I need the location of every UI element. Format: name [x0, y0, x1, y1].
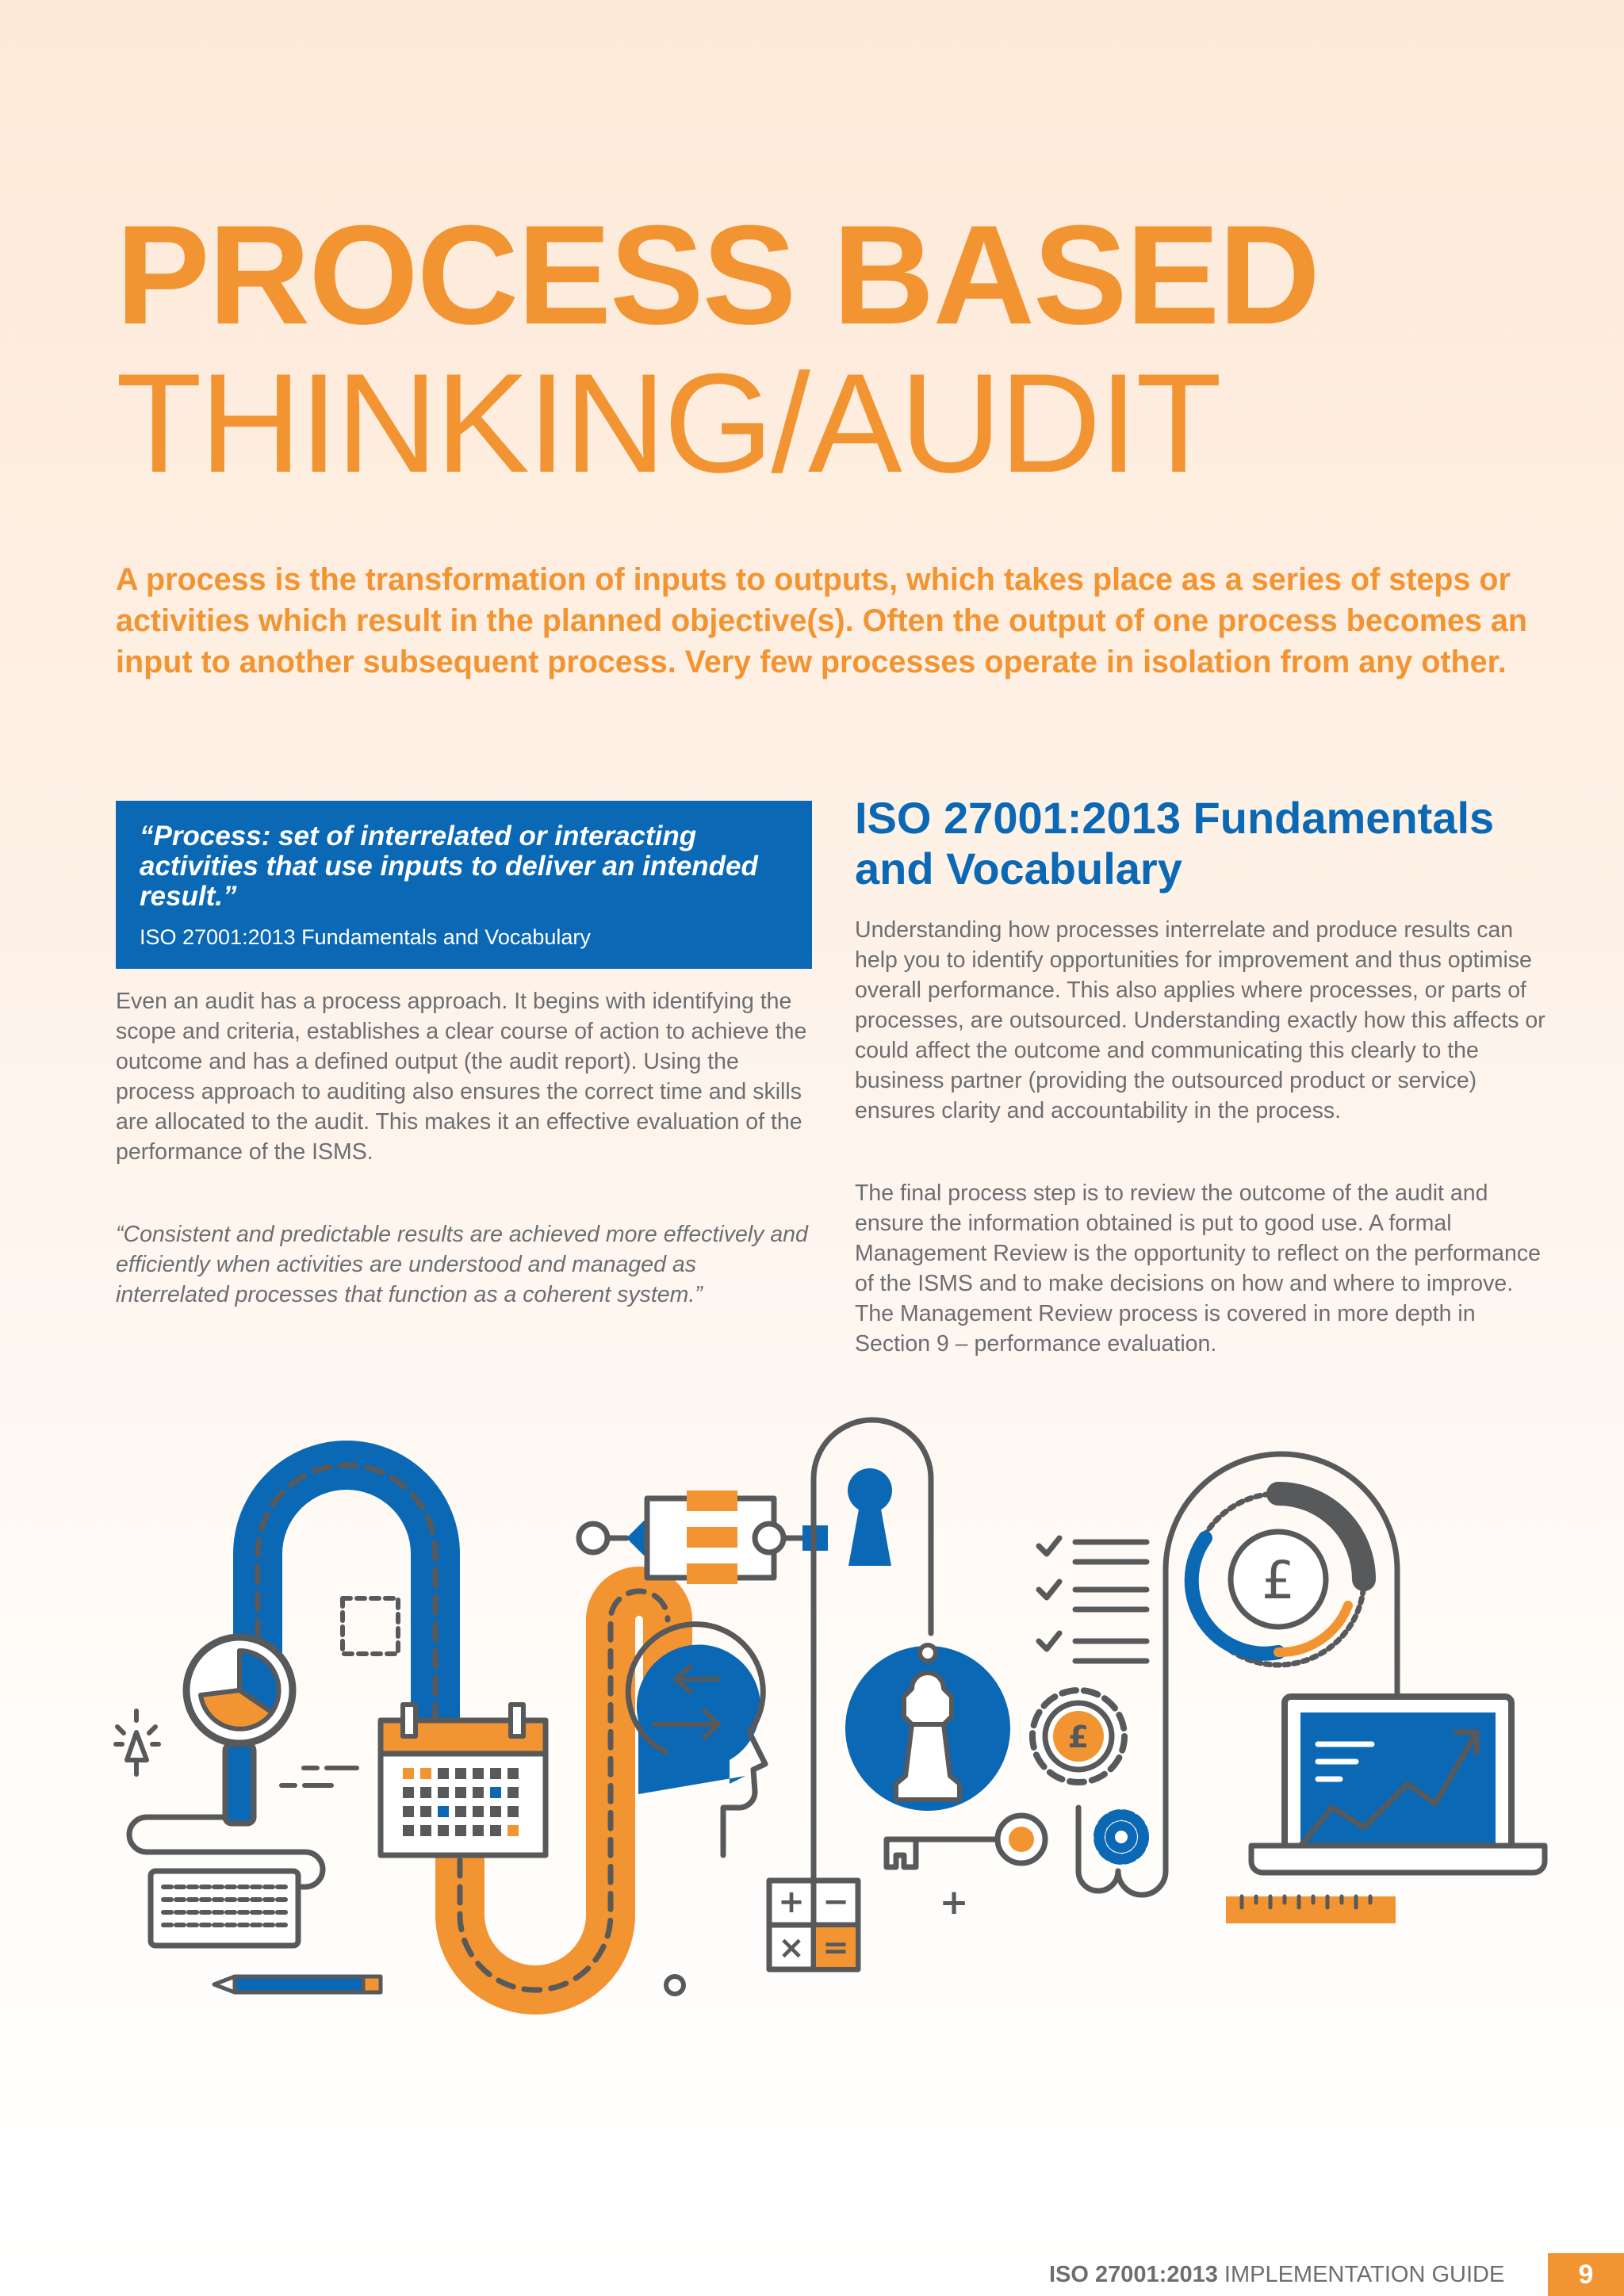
magnifier-pie-chart-icon: [186, 1637, 293, 1823]
pencil-icon: [214, 1976, 381, 1992]
gear-pound-symbol: £: [1067, 1720, 1090, 1755]
right-paragraph-2: The final process step is to review the outcome of the audit and ensure the information obtained is put to good use. A formal Management Review is the opportunity to reflect on the performance of the ISMS and to make decisions on how and where to improve. The Management Review process is covered in more depth in Section 9 – performance evaluation.: [855, 1181, 1541, 1357]
calculator-icon: [769, 1881, 858, 1969]
calc-plus: +: [778, 1884, 805, 1920]
laptop-chart-icon: [1251, 1697, 1545, 1873]
process-illustration: [0, 1411, 1624, 2061]
definition-quote-box: [116, 801, 812, 969]
definition-quote: “Process: set of interrelated or interacting activities that use inputs to deliver an intended result.”: [140, 821, 758, 912]
footer-guide-rest: IMPLEMENTATION GUIDE: [1217, 2262, 1505, 2287]
left-body-paragraph: Even an audit has a process approach. It begins with identifying the scope and criteria, establishes a clear course of action to achieve the outcome and has a defined output (the audit report). Using the process approach to auditing also ensures the correct time and skills are allocated to the audit. This makes it an effective evaluation of the performance of the ISMS.: [116, 989, 807, 1165]
gear-pound-icon: [1032, 1690, 1124, 1782]
cursor-click-icon: [116, 1711, 159, 1774]
ruler-icon: [1226, 1896, 1396, 1923]
pound-dial-icon: [1192, 1494, 1364, 1665]
page-title-line1: PROCESS BASED: [116, 196, 1319, 354]
right-column-heading: ISO 27001:2013 Fundamentals and Vocabulary: [855, 793, 1495, 894]
calendar-icon: [381, 1705, 546, 1855]
small-gear-icon: [1099, 1815, 1143, 1859]
page-number: 9: [1548, 2253, 1624, 2296]
right-paragraph-1: Understanding how processes interrelate and produce results can help you to identify opportunities for improvement and thus optimise overall performance. This also applies where processes, or parts of processes, are outsourced. Understanding exactly how this affects or could affect the outcome and communicating this clearly to the business partner (providing the outsourced product or service) ensures clarity and accountability in the process.: [855, 917, 1545, 1123]
process-flow-diagram-icon: [579, 1490, 828, 1584]
calc-times: ×: [778, 1930, 805, 1966]
footer-guide-bold: ISO 27001:2013: [1049, 2262, 1218, 2287]
dotted-frame-icon: [343, 1598, 398, 1654]
small-circle-icon: [666, 1976, 684, 1994]
checklist-icon: [1039, 1538, 1147, 1661]
key-icon: [887, 1816, 1045, 1867]
left-italic-quote: “Consistent and predictable results are achieved more effectively and efficiently when activities are understood and managed as interrelated processes that function as a coherent system.”: [116, 1222, 808, 1307]
keyhole-icon: [848, 1468, 892, 1566]
calc-equals: =: [822, 1930, 849, 1966]
dial-pound-symbol: £: [1262, 1550, 1295, 1611]
page-title-line2: THINKING/AUDIT: [116, 344, 1220, 502]
keyboard-icon: [129, 1817, 323, 1946]
plus-sign-icon: +: [939, 1882, 969, 1923]
chess-piece-icon: [845, 1645, 1010, 1811]
lead-paragraph: A process is the transformation of inputs to outputs, which takes place as a series of steps or activities which result in the planned objective(s). Often the output of one process becomes an input to another subsequent process. Very few processes operate in isolation from any other.: [116, 562, 1528, 679]
footer-guide-title: [1049, 2253, 1505, 2296]
definition-source: ISO 27001:2013 Fundamentals and Vocabulary: [140, 925, 591, 949]
calc-minus: −: [822, 1884, 849, 1920]
